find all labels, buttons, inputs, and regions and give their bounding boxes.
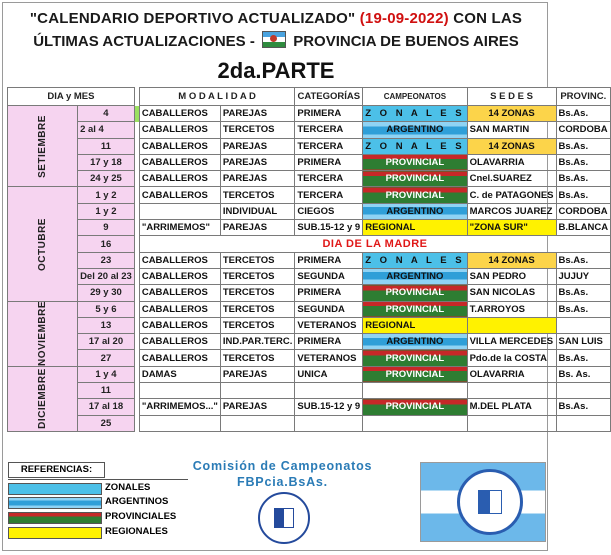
cell-categoria: SUB.15-12 y 9 <box>295 220 363 236</box>
cell-modalidad-1 <box>139 383 220 399</box>
cell-provincia: Bs.As. <box>556 350 611 366</box>
cell-provincia <box>556 383 611 399</box>
cell-modalidad-1: CABALLEROS <box>139 301 220 317</box>
cell-campeonato: REGIONAL <box>363 317 467 333</box>
cell-modalidad-1: CABALLEROS <box>139 122 220 138</box>
col-sedes: S E D E S <box>467 88 556 106</box>
poster-title <box>0 10 552 27</box>
table-row <box>8 383 611 399</box>
cell-categoria: PRIMERA <box>295 154 363 170</box>
col-campeonatos: CAMPEONATOS <box>363 88 467 106</box>
cell-campeonato: Z O N A L E S <box>363 252 467 268</box>
cell-campeonato: PROVINCIAL <box>363 154 467 170</box>
cell-categoria: VETERANOS <box>295 350 363 366</box>
month-noviembre <box>8 301 78 366</box>
cell-sede: OLAVARRIA <box>467 154 556 170</box>
cell-provincia: CORDOBA <box>556 203 611 219</box>
cell-dia: 11 <box>78 383 135 399</box>
col-modalidad: M O D A L I D A D <box>139 88 295 106</box>
province-flag-icon <box>262 31 286 48</box>
cell-categoria: TERCERA <box>295 171 363 187</box>
cell-categoria: TERCERA <box>295 187 363 203</box>
cell-provincia: Bs.As. <box>556 252 611 268</box>
cell-modalidad-2: IND.PAR.TERC. <box>220 334 295 350</box>
cell-provincia: Bs.As. <box>556 399 611 415</box>
cell-sede <box>467 317 556 333</box>
cell-modalidad-2: PAREJAS <box>220 106 295 122</box>
cell-categoria: CIEGOS <box>295 203 363 219</box>
cell-categoria: PRIMERA <box>295 106 363 122</box>
table-row <box>8 350 611 366</box>
table-row <box>8 268 611 284</box>
reference-provinciales <box>8 510 268 524</box>
cell-campeonato: ARGENTINO <box>363 122 467 138</box>
month-label: DICIEMBRE <box>37 368 49 430</box>
cell-modalidad-1: CABALLEROS <box>139 252 220 268</box>
cell-categoria: SEGUNDA <box>295 268 363 284</box>
cell-modalidad-1: CABALLEROS <box>139 268 220 284</box>
cell-modalidad-1: "ARRIMEMOS..." <box>139 399 220 415</box>
cell-campeonato: PROVINCIAL <box>363 171 467 187</box>
regionales-label: REGIONALES <box>105 526 168 537</box>
reference-argentinos <box>8 495 268 509</box>
cell-modalidad-1: CABALLEROS <box>139 154 220 170</box>
cell-modalidad-2: PAREJAS <box>220 171 295 187</box>
cell-modalidad-1 <box>139 203 220 219</box>
part-heading: 2da.PARTE <box>217 58 335 83</box>
cell-dia: 17 al 18 <box>78 399 135 415</box>
cell-dia: 23 <box>78 252 135 268</box>
subtitle-right: PROVINCIA DE BUENOS AIRES <box>293 33 519 50</box>
cell-sede: Pdo.de la COSTA <box>467 350 556 366</box>
zonales-label: ZONALES <box>105 482 151 493</box>
cell-provincia: Bs.As. <box>556 301 611 317</box>
month-label: OCTUBRE <box>37 217 49 271</box>
table-row <box>8 106 611 122</box>
cell-campeonato: Z O N A L E S <box>363 106 467 122</box>
cell-categoria: TERCERA <box>295 122 363 138</box>
regionales-swatch <box>8 527 102 539</box>
cell-modalidad-2: TERCETOS <box>220 285 295 301</box>
subtitle-left: ÚLTIMAS ACTUALIZACIONES - <box>33 33 255 50</box>
cell-campeonato: PROVINCIAL <box>363 285 467 301</box>
cell-dia: 2 al 4 <box>78 122 135 138</box>
cell-sede: M.DEL PLATA <box>467 399 556 415</box>
cell-modalidad-2 <box>220 415 295 431</box>
zonales-swatch <box>8 483 102 495</box>
comision-line1: Comisión de Campeonatos <box>192 459 373 473</box>
table-row <box>8 203 611 219</box>
cell-modalidad-1: CABALLEROS <box>139 138 220 154</box>
table-row <box>8 220 611 236</box>
cell-sede <box>467 415 556 431</box>
cell-modalidad-2 <box>220 383 295 399</box>
cell-categoria: SUB.15-12 y 9 <box>295 399 363 415</box>
provinciales-swatch <box>8 512 102 524</box>
cell-categoria: TERCERA <box>295 138 363 154</box>
cell-modalidad-1: CABALLEROS <box>139 285 220 301</box>
cell-sede: Cnel.SUAREZ <box>467 171 556 187</box>
cell-dia: 24 y 25 <box>78 171 135 187</box>
table-row <box>8 252 611 268</box>
cell-modalidad-2: PAREJAS <box>220 138 295 154</box>
argentinos-label: ARGENTINOS <box>105 496 169 507</box>
reference-divider <box>8 479 188 480</box>
cell-categoria: PRIMERA <box>295 285 363 301</box>
cell-dia: 9 <box>78 220 135 236</box>
cell-modalidad-1 <box>139 415 220 431</box>
cell-campeonato: PROVINCIAL <box>363 399 467 415</box>
poster-subtitle <box>0 31 552 50</box>
cell-campeonato <box>363 415 467 431</box>
month-label: NOVIEMBRE <box>37 301 49 367</box>
cell-sede: SAN MARTIN <box>467 122 556 138</box>
table-row <box>8 236 611 252</box>
cell-provincia: Bs.As. <box>556 106 611 122</box>
cell-campeonato: PROVINCIAL <box>363 301 467 317</box>
cell-modalidad-2: TERCETOS <box>220 301 295 317</box>
cell-sede: C. de PATAGONES <box>467 187 556 203</box>
cell-modalidad-1: CABALLEROS <box>139 106 220 122</box>
cell-campeonato: Z O N A L E S <box>363 138 467 154</box>
cell-dia: 5 y 6 <box>78 301 135 317</box>
cell-campeonato: ARGENTINO <box>363 334 467 350</box>
month-label: SETIEMBRE <box>37 114 49 178</box>
table-row <box>8 399 611 415</box>
cell-sede: 14 ZONAS <box>467 106 556 122</box>
title-suffix: CON LAS <box>453 10 523 27</box>
cell-dia: 1 y 2 <box>78 187 135 203</box>
cell-modalidad-2: PAREJAS <box>220 366 295 382</box>
cell-modalidad-1: CABALLEROS <box>139 187 220 203</box>
cell-provincia: CORDOBA <box>556 122 611 138</box>
table-header-row <box>8 88 611 106</box>
cell-provincia: Bs.As. <box>556 187 611 203</box>
argentinos-swatch <box>8 497 102 509</box>
cell-modalidad-1: CABALLEROS <box>139 350 220 366</box>
cell-modalidad-1: CABALLEROS <box>139 171 220 187</box>
cell-dia: 16 <box>78 236 135 252</box>
cell-modalidad-2: TERCETOS <box>220 317 295 333</box>
cell-campeonato: ARGENTINO <box>363 268 467 284</box>
cell-modalidad-2: TERCETOS <box>220 122 295 138</box>
cell-categoria: SEGUNDA <box>295 301 363 317</box>
table-row <box>8 301 611 317</box>
month-diciembre <box>8 366 78 431</box>
special-day-banner: DIA DE LA MADRE <box>139 236 610 252</box>
cell-modalidad-2: TERCETOS <box>220 350 295 366</box>
col-provinc: PROVINC. <box>556 88 611 106</box>
cell-categoria: UNICA <box>295 366 363 382</box>
cell-campeonato: PROVINCIAL <box>363 187 467 203</box>
cell-modalidad-2: PAREJAS <box>220 399 295 415</box>
cell-provincia: SAN LUIS <box>556 334 611 350</box>
cell-provincia: B.BLANCA <box>556 220 611 236</box>
cell-sede: "ZONA SUR" <box>467 220 556 236</box>
cell-dia: Del 20 al 23 <box>78 268 135 284</box>
cell-modalidad-2: PAREJAS <box>220 154 295 170</box>
calendar-table <box>7 87 611 432</box>
cell-dia: 1 y 4 <box>78 366 135 382</box>
cell-provincia <box>556 317 611 333</box>
cell-dia: 25 <box>78 415 135 431</box>
col-categorias: CATEGORÍAS <box>295 88 363 106</box>
table-row <box>8 366 611 382</box>
cell-sede: SAN NICOLAS <box>467 285 556 301</box>
cell-modalidad-1: CABALLEROS <box>139 317 220 333</box>
title-date: (19-09-2022) <box>359 10 449 27</box>
cell-sede: T.ARROYOS <box>467 301 556 317</box>
reference-regionales <box>8 525 268 539</box>
cell-modalidad-2: INDIVIDUAL <box>220 203 295 219</box>
cell-sede: OLAVARRIA <box>467 366 556 382</box>
references-title: REFERENCIAS: <box>8 462 105 478</box>
cell-categoria <box>295 415 363 431</box>
cell-modalidad-2: TERCETOS <box>220 187 295 203</box>
table-row <box>8 187 611 203</box>
title-text: "CALENDARIO DEPORTIVO ACTUALIZADO" <box>29 10 356 27</box>
cell-modalidad-2: PAREJAS <box>220 220 295 236</box>
federation-seal-icon <box>258 492 310 544</box>
comision-line2: FBPcia.BsAs. <box>237 475 328 489</box>
cell-provincia: Bs. As. <box>556 366 611 382</box>
cell-sede: MARCOS JUAREZ <box>467 203 556 219</box>
cell-modalidad-1: DAMAS <box>139 366 220 382</box>
cell-provincia <box>556 415 611 431</box>
cell-modalidad-1: "ARRIMEMOS" <box>139 220 220 236</box>
table-row <box>8 317 611 333</box>
cell-categoria: VETERANOS <box>295 317 363 333</box>
cell-dia: 1 y 2 <box>78 203 135 219</box>
cell-sede: 14 ZONAS <box>467 252 556 268</box>
cell-provincia: Bs.As. <box>556 285 611 301</box>
cell-dia: 17 al 20 <box>78 334 135 350</box>
table-row <box>8 154 611 170</box>
cell-modalidad-2: TERCETOS <box>220 268 295 284</box>
flag-emblem-icon <box>457 469 523 535</box>
cell-campeonato: PROVINCIAL <box>363 366 467 382</box>
cell-campeonato <box>363 383 467 399</box>
cell-modalidad-2: TERCETOS <box>220 252 295 268</box>
cell-dia: 27 <box>78 350 135 366</box>
month-septiembre <box>8 106 78 187</box>
cell-sede: 14 ZONAS <box>467 138 556 154</box>
table-body <box>8 106 611 432</box>
cell-campeonato: REGIONAL <box>363 220 467 236</box>
cell-dia: 11 <box>78 138 135 154</box>
table-row <box>8 171 611 187</box>
cell-categoria <box>295 383 363 399</box>
table-row <box>8 415 611 431</box>
cell-categoria: PRIMERA <box>295 252 363 268</box>
table-row <box>8 122 611 138</box>
cell-modalidad-1: CABALLEROS <box>139 334 220 350</box>
cell-provincia: Bs.As. <box>556 171 611 187</box>
table-row <box>8 138 611 154</box>
table-row <box>8 285 611 301</box>
cell-dia: 4 <box>78 106 135 122</box>
col-dia-mes: DIA y MES <box>8 88 135 106</box>
cell-provincia: Bs.As. <box>556 154 611 170</box>
cell-dia: 13 <box>78 317 135 333</box>
comision-block <box>175 458 390 490</box>
cell-categoria: PRIMERA <box>295 334 363 350</box>
month-octubre <box>8 187 78 301</box>
provinciales-label: PROVINCIALES <box>105 511 177 522</box>
cell-sede: VILLA MERCEDES <box>467 334 556 350</box>
cell-dia: 17 y 18 <box>78 154 135 170</box>
cell-provincia: JUJUY <box>556 268 611 284</box>
cell-campeonato: ARGENTINO <box>363 203 467 219</box>
cell-campeonato: PROVINCIAL <box>363 350 467 366</box>
federation-flag-logo <box>420 462 546 542</box>
table-row <box>8 334 611 350</box>
cell-sede: SAN PEDRO <box>467 268 556 284</box>
cell-sede <box>467 383 556 399</box>
cell-dia: 29 y 30 <box>78 285 135 301</box>
cell-provincia: Bs.As. <box>556 138 611 154</box>
